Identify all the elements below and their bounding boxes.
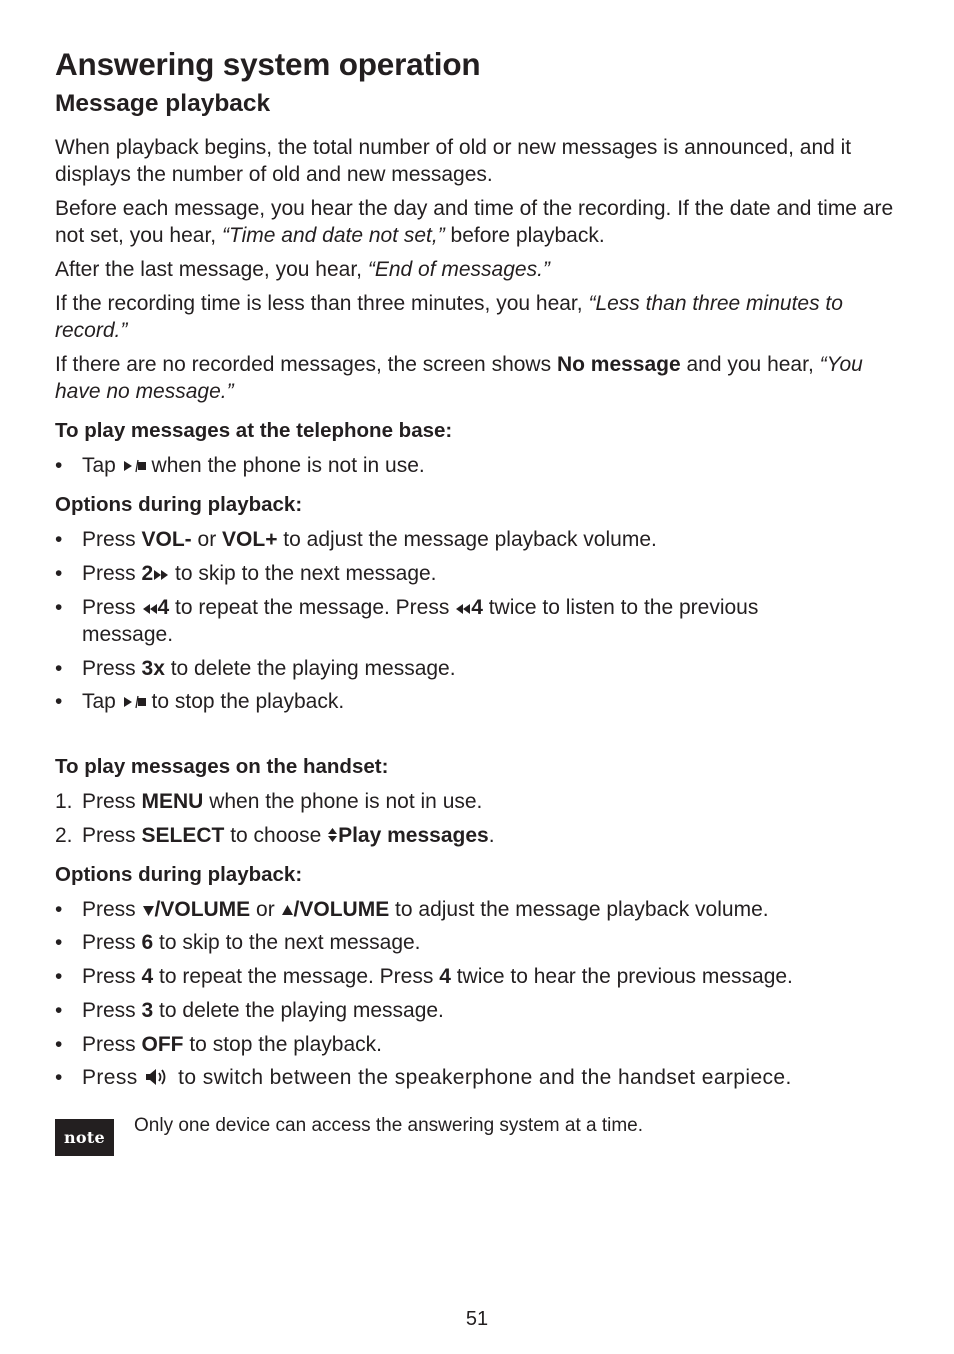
note-badge: note xyxy=(55,1119,114,1156)
list-item: • Press to switch between the speakerphone and the handset earpiece. xyxy=(55,1066,792,1089)
list-item: • Tap to stop the playback. xyxy=(55,690,345,713)
list-item: • Tap when the phone is not in use. xyxy=(55,454,425,477)
list-item: • Press /VOLUME or /VOLUME to adjust the message playback volume. xyxy=(55,898,769,921)
list-item: 1. Press MENU when the phone is not in use. xyxy=(55,790,483,813)
note-text: Only one device can access the answering system at a time. xyxy=(134,1115,644,1136)
paragraph-after-last: After the last message, you hear, “End of messages.” xyxy=(55,258,550,281)
paragraph-before-message: Before each message, you hear the day and time of the recording. If the date and time are not set, you hear, “Time and date not set,” before playback. xyxy=(55,197,894,247)
play-stop-icon xyxy=(122,695,146,709)
list-item: • Press 2 to skip to the next message. xyxy=(55,562,437,585)
list-item: • Press OFF to stop the playback. xyxy=(55,1033,382,1056)
up-down-arrow-icon xyxy=(327,827,338,843)
up-arrow-icon xyxy=(281,904,294,917)
paragraph-playback-begins: When playback begins, the total number of old or new messages is announced, and it displays the number of old and new messages. xyxy=(55,136,852,186)
page-heading: Answering system operation xyxy=(55,46,481,82)
list-item: • Press 4 to repeat the message. Press 4 twice to hear the previous message. xyxy=(55,965,793,988)
rewind-icon xyxy=(455,603,471,615)
skip-forward-icon xyxy=(153,569,169,581)
list-item: • Press 6 to skip to the next message. xyxy=(55,931,421,954)
handset-options-title: Options during playback: xyxy=(55,863,303,886)
list-item: • Press 3x to delete the playing message. xyxy=(55,657,456,680)
base-options-title: Options during playback: xyxy=(55,493,303,516)
list-item: 2. Press SELECT to choose Play messages. xyxy=(55,824,495,847)
paragraph-no-messages: If there are no recorded messages, the screen shows No message and you hear, “You have no message.” xyxy=(55,353,863,403)
page-number: 51 xyxy=(465,1308,489,1330)
list-item: • Press 4 to repeat the message. Press 4 twice to listen to the previous message. xyxy=(55,596,759,646)
speaker-icon xyxy=(144,1067,172,1087)
rewind-icon xyxy=(142,603,158,615)
down-arrow-icon xyxy=(142,904,155,917)
play-stop-icon xyxy=(122,459,146,473)
handset-section-title: To play messages on the handset: xyxy=(55,755,389,778)
list-item: • Press VOL- or VOL+ to adjust the message playback volume. xyxy=(55,528,657,551)
section-heading: Message playback xyxy=(55,90,271,117)
paragraph-recording-time: If the recording time is less than three minutes, you hear, “Less than three minutes to record.” xyxy=(55,292,843,342)
list-item: • Press 3 to delete the playing message. xyxy=(55,999,444,1022)
base-section-title: To play messages at the telephone base: xyxy=(55,419,453,442)
